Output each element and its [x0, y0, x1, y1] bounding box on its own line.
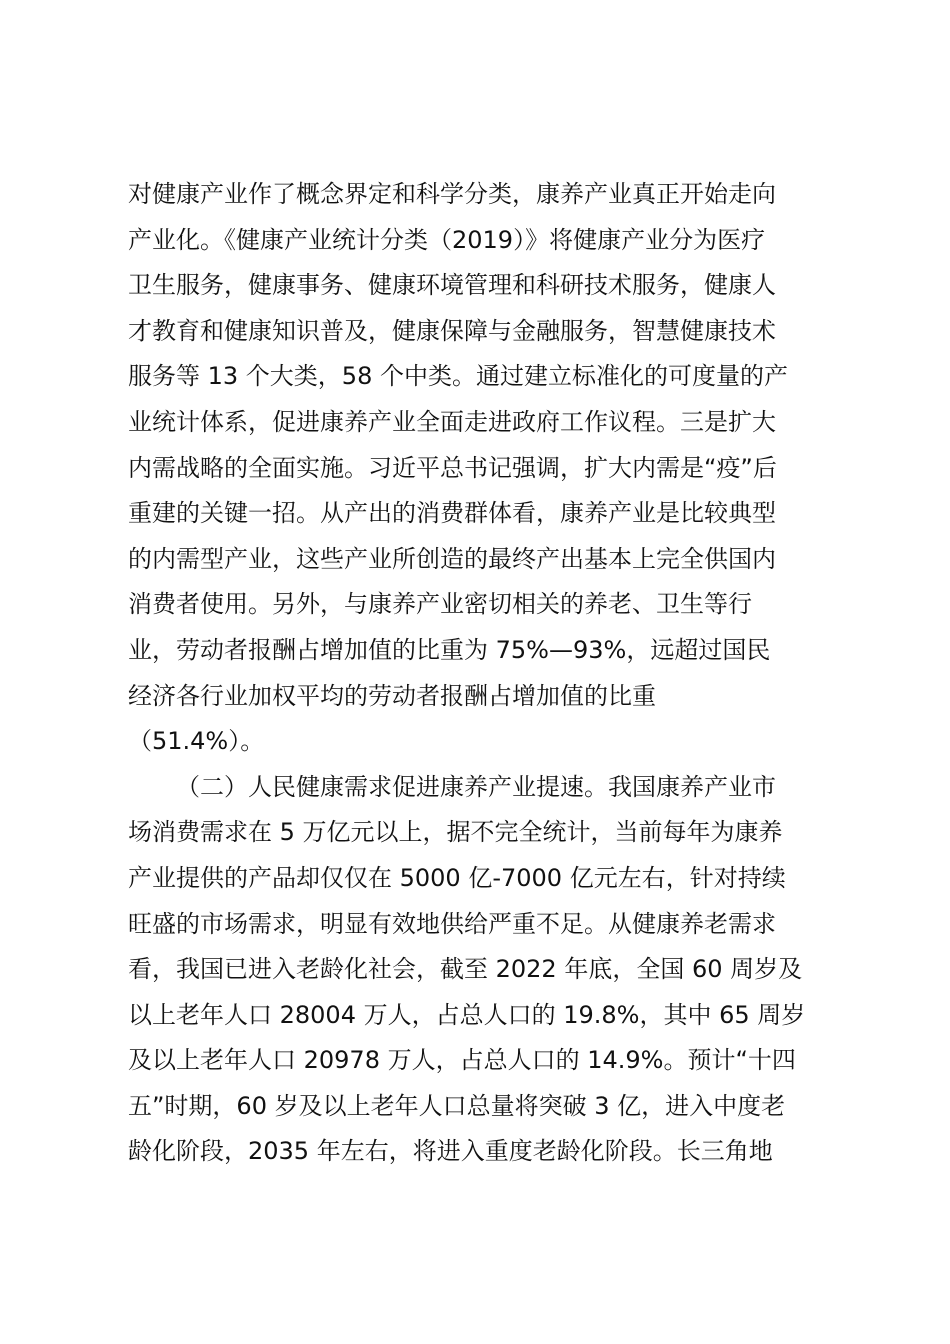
text-line: （51.4%）。	[128, 727, 265, 756]
text-line: 业，劳动者报酬占增加值的比重为 75%—93%，远超过国民	[128, 635, 771, 664]
text-line: 看，我国已进入老龄化社会，截至 2022 年底，全国 60 周岁及	[128, 955, 803, 984]
text-line: 内需战略的全面实施。习近平总书记强调，扩大内需是“疫”后	[128, 453, 777, 482]
text-line: 场消费需求在 5 万亿元以上，据不完全统计，当前每年为康养	[128, 818, 783, 847]
text-line: 及以上老年人口 20978 万人，占总人口的 14.9%。预计“十四	[128, 1046, 796, 1075]
text-line: 的内需型产业，这些产业所创造的最终产出基本上完全供国内	[128, 544, 776, 573]
text-line: 消费者使用。另外，与康养产业密切相关的养老、卫生等行	[128, 590, 752, 619]
text-line: 以上老年人口 28004 万人，占总人口的 19.8%，其中 65 周岁	[128, 1000, 806, 1029]
text-line: 业统计体系，促进康养产业全面走进政府工作议程。三是扩大	[128, 407, 776, 436]
text-line: 五”时期，60 岁及以上老年人口总量将突破 3 亿，进入中度老	[128, 1091, 786, 1120]
text-line: 重建的关键一招。从产出的消费群体看，康养产业是比较典型	[128, 499, 776, 528]
text-line: 产业提供的产品却仅仅在 5000 亿-7000 亿元左右，针对持续	[128, 863, 786, 892]
text-line: 卫生服务，健康事务、健康环境管理和科研技术服务，健康人	[128, 271, 776, 300]
body-text	[128, 172, 838, 1175]
text-line: 旺盛的市场需求，明显有效地供给严重不足。从健康养老需求	[128, 909, 776, 938]
text-line: 龄化阶段，2035 年左右，将进入重度老龄化阶段。长三角地	[128, 1137, 773, 1166]
text-line: 产业化。《健康产业统计分类（2019）》将健康产业分为医疗	[128, 225, 766, 254]
text-line: 才教育和健康知识普及，健康保障与金融服务，智慧健康技术	[128, 316, 776, 345]
text-line: 对健康产业作了概念界定和科学分类，康养产业真正开始走向	[128, 180, 776, 208]
text-line: 服务等 13 个大类，58 个中类。通过建立标准化的可度量的产	[128, 362, 788, 391]
text-line: 经济各行业加权平均的劳动者报酬占增加值的比重	[128, 681, 656, 710]
paragraph-start-line: （二）人民健康需求促进康养产业提速。我国康养产业市	[176, 772, 776, 801]
